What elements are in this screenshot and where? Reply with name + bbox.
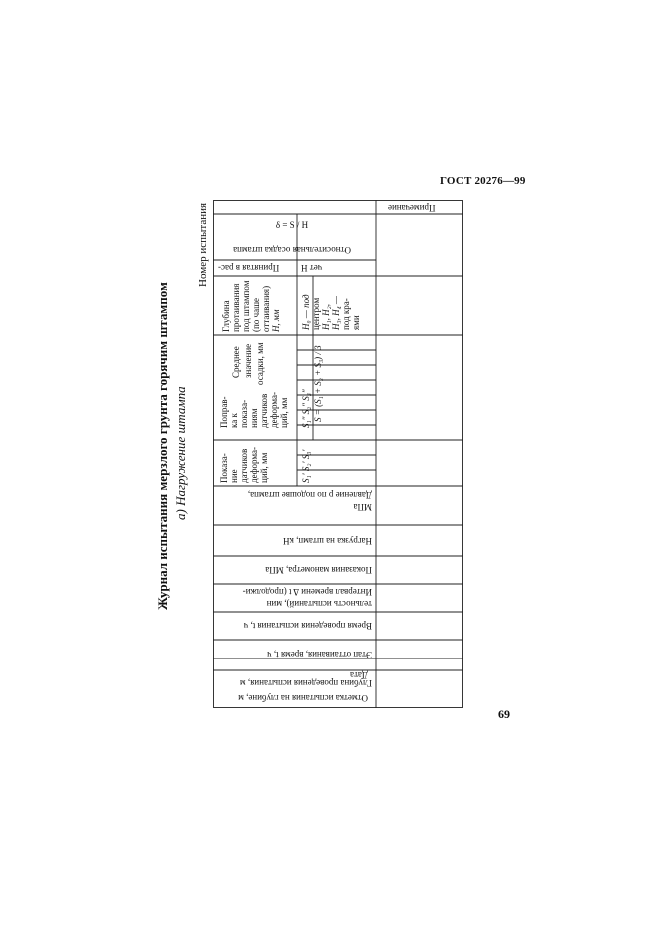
corr-title-1: Поправ- [219,396,229,428]
relative-settlement-formula: δ = S / H [275,220,309,230]
mean-title-1: Среднее [231,346,241,378]
row-elevation: Отметка испытания на глубине, м [238,693,368,703]
mean-title-3: осадки, мм [255,342,265,385]
row-interval-1: Интервал времени Δ t (продолжи- [242,587,372,597]
depth-block-title-1: Глубина [221,300,231,332]
depth-block-title-5: оттаивания) [261,285,271,332]
depth-sub-4: H₃, H₄ — [331,295,341,330]
row-pressure-2: МПа [353,502,372,512]
corr-title-4: ниям [249,408,259,428]
sensor-sub: S₁′ S₂′ S₃′ [301,449,311,483]
row-pressure-1: Давление p по подошве штампа, [247,490,372,500]
page-number: 69 [498,707,510,721]
depth-sub-1: H₀ — под [301,294,311,330]
relative-settlement-label: Относительная осадка штампа [233,245,351,255]
corr-title-7: ций, мм [279,397,289,428]
sensor-title-4: деформа- [249,446,259,483]
depth-sub-5: под кра- [341,298,351,330]
corr-title-2: ка к [229,413,239,428]
depth-block-title-3: под штампом [241,280,251,332]
corr-title-3: показа- [239,399,249,428]
sensor-title-5: ций, мм [259,452,269,483]
journal-subtitle: а) Нагружение штампа [173,386,188,520]
corr-title-6: деформа- [269,391,279,428]
row-load: Нагрузка на штамп, кН [282,536,372,546]
depth-sub-6: ями [351,315,361,330]
corr-title-5: датчиков [259,393,269,428]
row-test-time: Время проведения испытания t, ч [243,621,372,631]
row-manometer: Показания манометра, МПа [265,565,372,575]
note-label: Примечание [388,203,436,213]
depth-sub-2: центром [311,297,321,330]
test-log-table [213,200,463,708]
row-date: Дата [350,670,368,680]
mean-formula: S = (S₁ + S₂ + S₃) / 3 [313,345,323,422]
row-depth: Глубина проведения испытания, м [239,678,372,688]
test-number-label: Номер испытания [197,202,209,287]
depth-block-title-4: (по чаше [251,297,261,332]
corr-sub: S₁″ S₂″ S₃″ [301,389,311,428]
accepted-depth-line-1: Принятая в рас- [218,263,280,273]
accepted-depth-line-2: чет H [301,263,323,273]
depth-block-title-2: протаивания [231,283,241,332]
mean-title-2: значение [243,343,253,378]
sensor-title-1: Показа- [219,453,229,483]
depth-sub-3: H₁, H₂, [321,303,331,330]
sensor-title-3: датчиков [239,448,249,483]
standard-number: ГОСТ 20276—99 [440,175,526,187]
journal-title: Журнал испытания мерзлого грунта горячим штампом [155,282,170,610]
row-thaw-stage: Этап оттаивания, время t, ч [267,650,372,660]
sensor-title-2: ние [229,469,239,483]
depth-block-title-6: H, мм [271,309,281,332]
row-interval-2: тельность испытаний), мин [266,599,372,609]
